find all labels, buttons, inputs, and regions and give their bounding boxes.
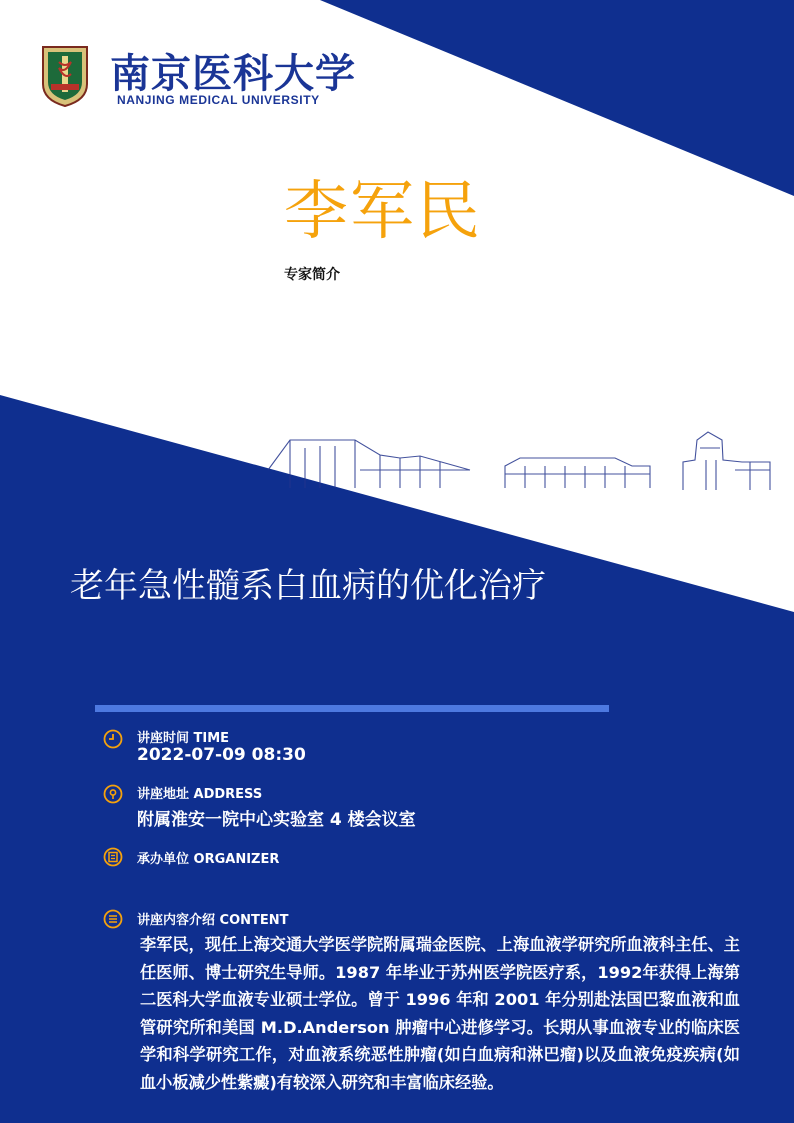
time-label: 讲座时间 TIME — [137, 731, 230, 746]
campus-buildings-sketch — [268, 432, 770, 490]
lecture-title: 老年急性髓系白血病的优化治疗 — [70, 566, 546, 606]
expert-intro-label: 专家简介 — [284, 267, 340, 283]
speaker-name: 李军民 — [284, 175, 482, 249]
address-value: 附属淮安一院中心实验室 4 楼会议室 — [137, 810, 416, 830]
divider-bar — [95, 705, 609, 712]
content-label: 讲座内容介绍 CONTENT — [137, 913, 289, 928]
organizer-label: 承办单位 ORGANIZER — [137, 852, 280, 867]
university-crest — [40, 44, 90, 108]
document-list-icon — [103, 909, 123, 929]
clock-icon — [103, 729, 123, 749]
building-icon — [103, 847, 123, 867]
university-name-en: NANJING MEDICAL UNIVERSITY — [117, 93, 320, 107]
university-name-cn: 南京医科大学 — [110, 50, 356, 97]
time-value: 2022-07-09 08:30 — [137, 745, 306, 765]
address-label: 讲座地址 ADDRESS — [137, 787, 263, 802]
location-pin-icon — [103, 784, 123, 804]
content-text: 李军民，现任上海交通大学医学院附属瑞金医院、上海血液学研究所血液科主任、主任医师、博士研究生导师。1987 年毕业于苏州医学院医疗系，1992年获得上海第二医科大学血液专业硕士学位。曾于 1996 年和 2001 年分别赴法国巴黎血液和血管研究所和美国 M.D.Anderson 肿瘤中心进修学习。长期从事血液专业的临床医学和科学研究工作，对血液系统恶性肿瘤(如白血病和淋巴瘤)以及血液免疫疾病(如血小板减少性紫癜)有较深入研究和丰富临床经验。 — [140, 935, 740, 1092]
